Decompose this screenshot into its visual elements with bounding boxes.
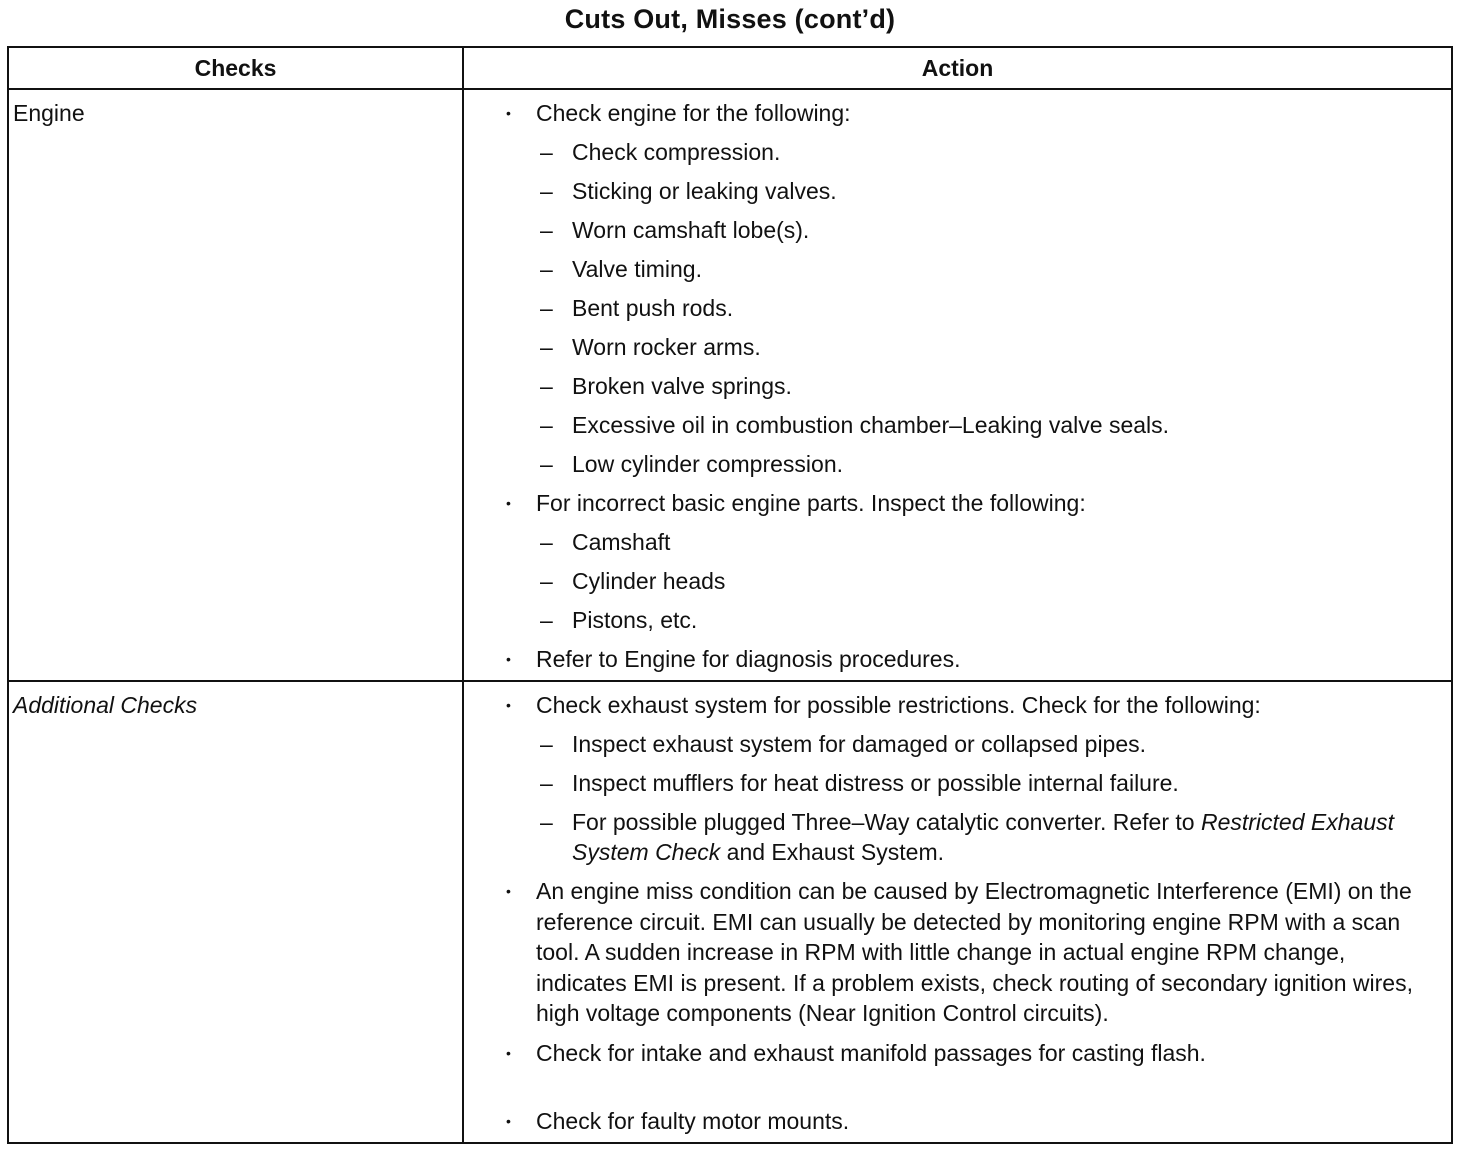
procedure-reference: Restricted Exhaust System Check xyxy=(572,809,1395,865)
dash-item: – Sticking or leaking valves. xyxy=(464,176,1439,206)
bullet-item: • For incorrect basic engine parts. Inspect the following: xyxy=(464,488,1439,518)
check-cell-additional: Additional Checks xyxy=(8,681,463,1143)
dash-item: – Worn rocker arms. xyxy=(464,332,1439,362)
dash-item: – Bent push rods. xyxy=(464,293,1439,323)
table-row-engine xyxy=(8,89,1452,681)
dash-item: – Low cylinder compression. xyxy=(464,449,1439,479)
dash-item: – Inspect exhaust system for damaged or collapsed pipes. xyxy=(464,729,1439,759)
check-cell-engine: Engine xyxy=(8,89,463,681)
bullet-item: • Check engine for the following: xyxy=(464,98,1439,128)
checks-header: Checks xyxy=(8,47,463,89)
dash-item: – Worn camshaft lobe(s). xyxy=(464,215,1439,245)
diagnosis-table xyxy=(7,46,1453,1144)
dash-text: For possible plugged Three–Way catalytic converter. Refer to xyxy=(572,809,1201,835)
dash-item: – Inspect mufflers for heat distress or possible internal failure. xyxy=(464,768,1439,798)
dash-text: and Exhaust System. xyxy=(720,839,944,865)
action-header: Action xyxy=(463,47,1452,89)
dash-item: – Pistons, etc. xyxy=(464,605,1439,635)
dash-item: – Check compression. xyxy=(464,137,1439,167)
bullet-item: • Check for faulty motor mounts. xyxy=(464,1106,1439,1136)
page-title: Cuts Out, Misses (cont’d) xyxy=(564,4,896,34)
dash-item: – Cylinder heads xyxy=(464,566,1439,596)
dash-item xyxy=(464,807,1439,867)
header-row xyxy=(8,47,1452,89)
table-row-additional xyxy=(8,681,1452,1143)
bullet-item: • Check for intake and exhaust manifold passages for casting flash. xyxy=(464,1038,1439,1068)
dash-item: – Camshaft xyxy=(464,527,1439,557)
dash-item: – Excessive oil in combustion chamber–Leaking valve seals. xyxy=(464,410,1439,440)
action-cell-engine xyxy=(463,89,1452,681)
bullet-item: • An engine miss condition can be caused by Electromagnetic Interference (EMI) on the reference circuit. EMI can usually be detected by monitoring engine RPM with a scan tool. A sudden increase in RPM with little change in actual engine RPM change, indicates EMI is present. If a problem exists, check routing of secondary ignition wires, high voltage components (Near Ignition Control circuits). xyxy=(464,876,1439,1029)
dash-item: – Broken valve springs. xyxy=(464,371,1439,401)
dash-item: – Valve timing. xyxy=(464,254,1439,284)
bullet-item: • Refer to Engine for diagnosis procedures. xyxy=(464,644,1439,674)
bullet-item: • Check exhaust system for possible restrictions. Check for the following: xyxy=(464,690,1439,720)
action-cell-additional xyxy=(463,681,1452,1143)
